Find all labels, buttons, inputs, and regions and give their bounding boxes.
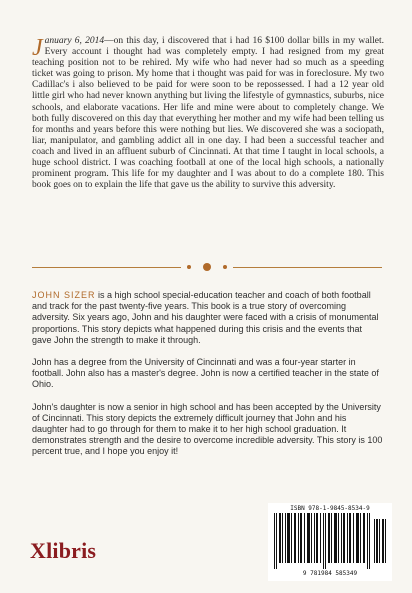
divider-center-dot: [203, 263, 211, 271]
author-name: JOHN SIZER: [32, 290, 96, 300]
barcode: [268, 503, 392, 581]
publisher-logo: Xlibris: [30, 538, 97, 563]
ornamental-divider: [32, 262, 382, 272]
blurb-text: [32, 36, 384, 191]
divider-dot: [187, 265, 191, 269]
blurb-date: anuary 6, 2014: [44, 36, 105, 46]
bio-paragraph: [32, 290, 384, 346]
bio-paragraph-1-text: is a high school special-education teacher and coach of both football and track for the past twenty-five years. This book is a true story of overcoming adversity. Six years ago, John and his daughter were faced with a crisis of monumental proportions. This story depicts what happened during this crisis and the events that gave John the strength to make it through.: [32, 290, 379, 345]
drop-cap: J: [32, 35, 43, 61]
barcode-number: 9 781984 585349: [302, 570, 358, 577]
divider-line-left: [32, 267, 181, 268]
author-bio: [32, 290, 384, 469]
bio-paragraph-2: John has a degree from the University of Cincinnati and was a four-year starter in football. John also has a master's degree. John is now a certified teacher in the state of Ohio.: [32, 357, 379, 390]
blurb-body: —on this day, i discovered that i had 16 $100 dollar bills in my wallet. Every account i thought had was completely empty. I had resigned from my great teaching position not to be rehired. My wife who had never had so much as a speeding ticket was going to prison. My home that i thought was paid for was in foreclosure. My two Cadillac's i also believed to be paid for were soon to be repossessed. I had a 12 year old little girl who had never known anything but living the lifestyle of gymnastics, suburbs, nice schools, and elaborate vacations. Her life and mine were about to completely change. We both fully discovered on this day that everything her mother and my wife had been telling us for months and years before this were nothing but lies. We discovered she was a sociopath, liar, manipulator, and gambling addict all in one day. I had been a successful teacher and coach and lived in an affluent suburb of Cincinnati. At that time I taught in local schools, a huge school district. I was coaching football at one of the local high schools, a nationally prominent program. This life for my daughter and I was about to do a complete 180. This book goes on to explain the life that gave us the ability to survive this adversity.: [32, 36, 384, 191]
barcode-bars: [272, 513, 388, 569]
divider-line-right: [233, 267, 382, 268]
bio-paragraph-3: John's daughter is now a senior in high school and has been accepted by the University of Cincinnati. This story depicts the extremely difficult journey that John and his daughter had to go through for them to make it to her high school graduation. It demonstrates strength and the desire to overcome incredible adversity. This story is 100 percent true, and I hope you enjoy it!: [32, 401, 383, 457]
divider-dot: [223, 265, 227, 269]
isbn-text: ISBN 978-1-9845-8534-9: [290, 505, 370, 512]
